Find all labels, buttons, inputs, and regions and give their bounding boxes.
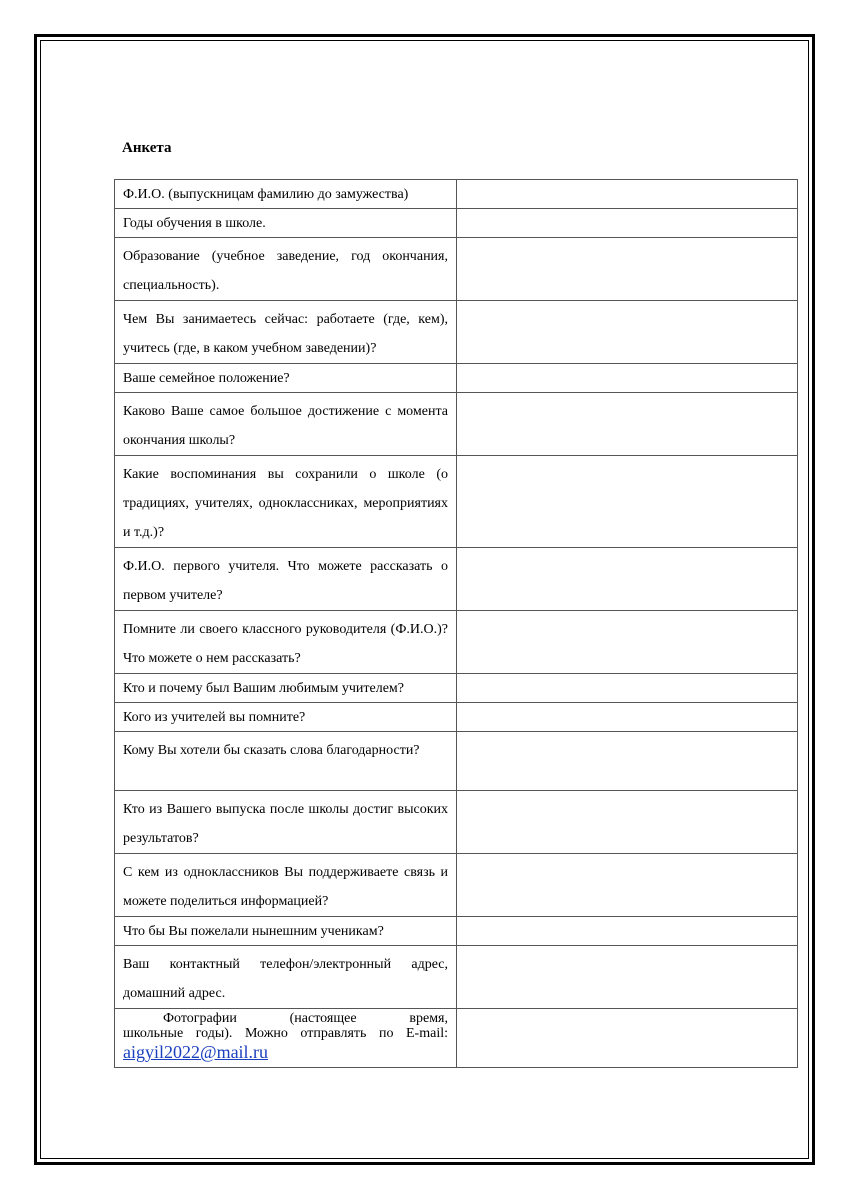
email-link[interactable]: aigyil2022@mail.ru [123, 1042, 269, 1062]
question-cell: С кем из одноклассников Вы поддерживаете связь и можете поделиться информацией? [115, 854, 457, 917]
question-cell: Годы обучения в школе. [115, 209, 457, 238]
table-row [115, 917, 798, 946]
document-title: Анкета [122, 140, 172, 156]
question-cell: Ваше семейное положение? [115, 364, 457, 393]
table-row [115, 301, 798, 364]
photo-question-cell [115, 1009, 457, 1068]
table-row [115, 548, 798, 611]
answer-cell[interactable] [457, 548, 798, 611]
answer-cell[interactable] [457, 854, 798, 917]
answer-cell[interactable] [457, 209, 798, 238]
table-row [115, 209, 798, 238]
table-row [115, 703, 798, 732]
answer-cell[interactable] [457, 703, 798, 732]
question-cell: Каково Ваше самое большое достижение с момента окончания школы? [115, 393, 457, 456]
answer-cell[interactable] [457, 456, 798, 548]
answer-cell[interactable] [457, 791, 798, 854]
question-cell: Что бы Вы пожелали нынешним ученикам? [115, 917, 457, 946]
question-cell: Ф.И.О. первого учителя. Что можете рассказать о первом учителе? [115, 548, 457, 611]
photo-text-line-1: Фотографии (настоящее время, [163, 1011, 448, 1026]
photo-text-line-2: школьные годы). Можно отправлять по E-mail: [123, 1026, 448, 1041]
table-row [115, 854, 798, 917]
question-cell: Образование (учебное заведение, год окончания, специальность). [115, 238, 457, 301]
table-row [115, 456, 798, 548]
table-row [115, 791, 798, 854]
table-row [115, 674, 798, 703]
answer-cell[interactable] [457, 946, 798, 1009]
question-cell: Ф.И.О. (выпускницам фамилию до замужества) [115, 180, 457, 209]
question-cell: Кто из Вашего выпуска после школы достиг высоких результатов? [115, 791, 457, 854]
question-cell: Какие воспоминания вы сохранили о школе (о традициях, учителях, одноклассниках, мероприятиях и т.д.)? [115, 456, 457, 548]
answer-cell[interactable] [457, 1009, 798, 1068]
answer-cell[interactable] [457, 364, 798, 393]
table-row [115, 946, 798, 1009]
answer-cell[interactable] [457, 674, 798, 703]
questionnaire-table [114, 179, 798, 1068]
table-row [115, 393, 798, 456]
table-row [115, 180, 798, 209]
answer-cell[interactable] [457, 393, 798, 456]
question-cell: Помните ли своего классного руководителя (Ф.И.О.)? Что можете о нем рассказать? [115, 611, 457, 674]
answer-cell[interactable] [457, 180, 798, 209]
table-row [115, 238, 798, 301]
answer-cell[interactable] [457, 238, 798, 301]
question-cell: Кто и почему был Вашим любимым учителем? [115, 674, 457, 703]
question-cell: Ваш контактный телефон/электронный адрес, домашний адрес. [115, 946, 457, 1009]
question-cell: Кому Вы хотели бы сказать слова благодарности? [115, 732, 457, 791]
answer-cell[interactable] [457, 301, 798, 364]
table-row [115, 732, 798, 791]
table-row [115, 364, 798, 393]
question-cell: Чем Вы занимаетесь сейчас: работаете (где, кем), учитесь (где, в каком учебном заведении)? [115, 301, 457, 364]
question-cell: Кого из учителей вы помните? [115, 703, 457, 732]
answer-cell[interactable] [457, 611, 798, 674]
table-row [115, 611, 798, 674]
table-row-photos [115, 1009, 798, 1068]
answer-cell[interactable] [457, 732, 798, 791]
answer-cell[interactable] [457, 917, 798, 946]
